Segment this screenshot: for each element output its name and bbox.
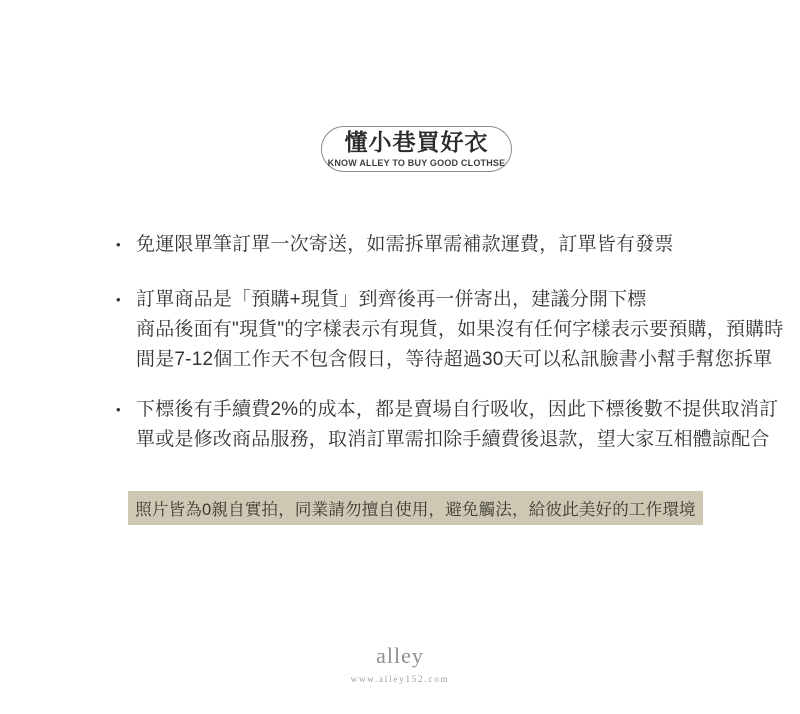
policy-line: 商品後面有"現貨"的字樣表示有現貨，如果沒有任何字樣表示要預購，預購時 bbox=[136, 319, 784, 340]
brand-logo-badge bbox=[321, 126, 512, 172]
bullet-icon: • bbox=[116, 292, 121, 307]
bullet-icon: • bbox=[116, 237, 121, 252]
policy-item-shipping bbox=[116, 230, 784, 260]
policy-line: 免運限單筆訂單一次寄送，如需拆單需補款運費，訂單皆有發票 bbox=[136, 234, 674, 255]
brand-title: 懂小巷買好衣 bbox=[344, 129, 489, 156]
policy-item-fees bbox=[116, 395, 784, 455]
policy-list bbox=[116, 230, 784, 455]
policy-line: 訂單商品是「預購+現貨」到齊後再一併寄出，建議分開下標 bbox=[136, 289, 647, 310]
bullet-icon: • bbox=[116, 402, 121, 417]
policy-line: 間是7-12個工作天不包含假日，等待超過30天可以私訊臉書小幫手幫您拆單 bbox=[136, 349, 773, 370]
footer-website-url: www.alley152.com bbox=[350, 674, 450, 685]
notice-text: 照片皆為0親自實拍，同業請勿擅自使用，避免觸法，給彼此美好的工作環境 bbox=[135, 501, 696, 519]
policy-text bbox=[136, 230, 674, 260]
policy-item-preorder bbox=[116, 285, 784, 375]
policy-line: 下標後有手續費2%的成本，都是賣場自行吸收，因此下標後數不提供取消訂 bbox=[136, 399, 779, 420]
footer bbox=[0, 643, 800, 684]
policy-text bbox=[136, 395, 778, 455]
brand-subtitle: KNOW ALLEY TO BUY GOOD CLOTHSE bbox=[327, 157, 506, 168]
photo-copyright-notice bbox=[128, 491, 703, 525]
policy-text bbox=[136, 285, 784, 375]
policy-line: 單或是修改商品服務，取消訂單需扣除手續費後退款，望大家互相體諒配合 bbox=[136, 429, 770, 450]
footer-brand-logo: alley bbox=[376, 643, 424, 668]
